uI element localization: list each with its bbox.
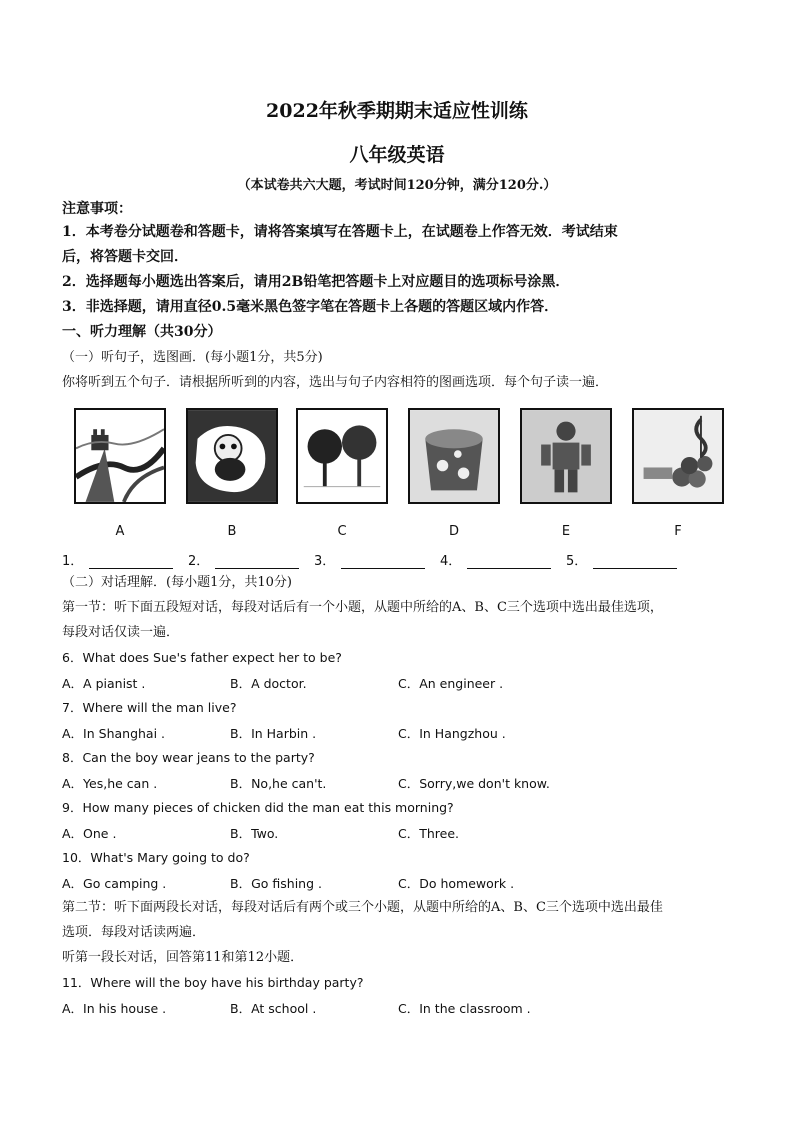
blank-number: 3．: [314, 554, 336, 569]
part-2-section-1-line-a: 第一节：听下面五段短对话，每段对话后有一个小题，从题中所给的A、B、C三个选项中选出最佳选项，: [62, 600, 663, 615]
blank-line: [593, 555, 677, 569]
question-9: 9．How many pieces of chicken did the man eat this morning?: [62, 800, 454, 815]
blank-line: [467, 555, 551, 569]
q7-option-c[interactable]: C．In Hangzhou .: [398, 726, 506, 741]
q11-option-c[interactable]: C．In the classroom .: [398, 1001, 531, 1016]
picture-b: [186, 408, 278, 504]
answer-blank-4[interactable]: [440, 550, 551, 569]
section-1-heading: 一、听力理解（共30分）: [62, 324, 222, 340]
q10-option-c[interactable]: C．Do homework .: [398, 876, 515, 891]
picture-f-label: F: [674, 524, 682, 539]
part-1-instructions: 你将听到五个句子．请根据所听到的内容，选出与句子内容相符的图画选项．每个句子读一遍．: [62, 375, 609, 390]
blank-number: 1．: [62, 554, 84, 569]
notes-heading: 注意事项：: [62, 201, 132, 217]
q8-option-a[interactable]: A．Yes,he can .: [62, 776, 158, 791]
part-2-heading: （二）对话理解．(每小题1分，共10分): [62, 575, 292, 590]
blank-line: [341, 555, 425, 569]
question-7: 7．Where will the man live?: [62, 700, 237, 715]
picture-a: [74, 408, 166, 504]
q8-option-b[interactable]: B．No,he can't.: [230, 776, 327, 791]
question-6: 6．What does Sue's father expect her to be?: [62, 650, 342, 665]
answer-blank-3[interactable]: [314, 550, 425, 569]
picture-e-label: E: [561, 524, 571, 539]
cake-icon: [410, 410, 498, 502]
q7-option-b[interactable]: B．In Harbin .: [230, 726, 317, 741]
note-1-line-a: 1．本考卷分试题卷和答题卡，请将答案填写在答题卡上，在试题卷上作答无效．考试结束: [62, 224, 618, 240]
part-1-heading: （一）听句子，选图画．(每小题1分，共5分): [62, 350, 323, 365]
exam-title: 2022年秋季期期末适应性训练: [266, 100, 528, 122]
question-11: 11．Where will the boy have his birthday party?: [62, 975, 364, 990]
q9-option-c[interactable]: C．Three.: [398, 826, 460, 841]
picture-c: [296, 408, 388, 504]
picture-e: [520, 408, 612, 504]
note-2: 2．选择题每小题选出答案后，请用2B铅笔把答题卡上对应题目的选项标号涂黑．: [62, 274, 570, 290]
q9-option-b[interactable]: B．Two.: [230, 826, 279, 841]
part-2-section-1-line-b: 每段对话仅读一遍．: [62, 625, 180, 640]
picture-f: [632, 408, 724, 504]
q6-option-c[interactable]: C．An engineer .: [398, 676, 504, 691]
question-8: 8．Can the boy wear jeans to the party?: [62, 750, 315, 765]
q8-option-c[interactable]: C．Sorry,we don't know.: [398, 776, 550, 791]
great-wall-icon: [76, 410, 164, 502]
picture-d: [408, 408, 500, 504]
picture-d-label: D: [448, 524, 459, 539]
part-2-section-2-line-c: 听第一段长对话，回答第11和第12小题．: [62, 950, 304, 965]
blank-number: 4．: [440, 554, 462, 569]
answer-blank-5[interactable]: [566, 550, 677, 569]
q11-option-b[interactable]: B．At school .: [230, 1001, 317, 1016]
q7-option-a[interactable]: A．In Shanghai .: [62, 726, 166, 741]
q10-option-b[interactable]: B．Go fishing .: [230, 876, 322, 891]
blank-number: 5．: [566, 554, 588, 569]
question-10: 10．What's Mary going to do?: [62, 850, 250, 865]
picture-c-label: C: [337, 524, 347, 539]
answer-blank-2[interactable]: [188, 550, 299, 569]
trees-icon: [298, 410, 386, 502]
blank-number: 2．: [188, 554, 210, 569]
robot-icon: [522, 410, 610, 502]
exam-info: （本试卷共六大题，考试时间120分钟，满分120分.）: [237, 178, 557, 193]
blank-line: [89, 555, 173, 569]
answer-blank-1[interactable]: [62, 550, 173, 569]
q6-option-b[interactable]: B．A doctor.: [230, 676, 307, 691]
q11-option-a[interactable]: A．In his house .: [62, 1001, 167, 1016]
exam-subtitle: 八年级英语: [349, 144, 445, 166]
panda-icon: [188, 410, 276, 502]
q10-option-a[interactable]: A．Go camping .: [62, 876, 167, 891]
note-3: 3．非选择题，请用直径0.5毫米黑色签字笔在答题卡上各题的答题区域内作答．: [62, 299, 559, 315]
part-2-section-2-line-a: 第二节：听下面两段长对话，每段对话后有两个或三个小题，从题中所给的A、B、C三个选项中选出最佳: [62, 900, 663, 915]
q6-option-a[interactable]: A．A pianist .: [62, 676, 146, 691]
note-1-line-b: 后，将答题卡交回．: [62, 249, 188, 265]
blank-line: [215, 555, 299, 569]
part-2-section-2-line-b: 选项．每段对话读两遍．: [62, 925, 206, 940]
money-icon: [634, 410, 722, 502]
q9-option-a[interactable]: A．One .: [62, 826, 117, 841]
picture-a-label: A: [115, 524, 125, 539]
picture-b-label: B: [227, 524, 237, 539]
